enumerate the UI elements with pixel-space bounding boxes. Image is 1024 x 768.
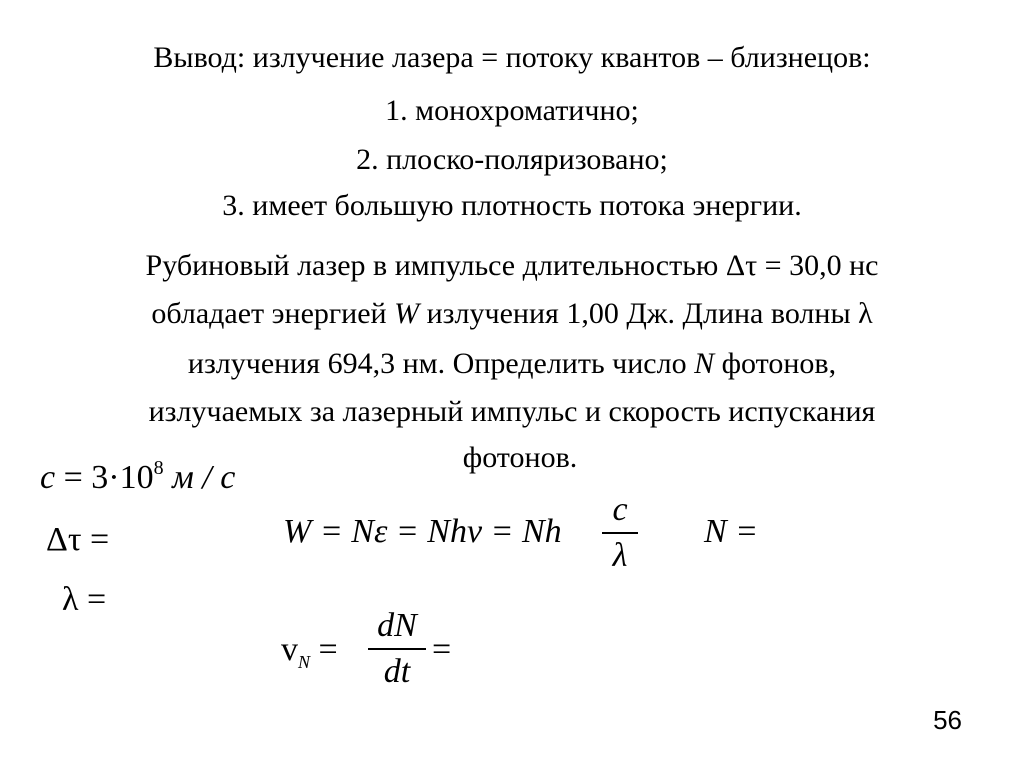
formula-rate-equals: = bbox=[310, 631, 338, 668]
conclusion-line-2: 1. монохроматично; bbox=[385, 94, 639, 127]
problem-line-2 bbox=[0, 296, 1024, 332]
fraction-bar bbox=[368, 648, 426, 650]
formula-rate-numerator: dN bbox=[377, 607, 417, 644]
problem-var-N: N bbox=[694, 347, 715, 380]
formula-N: N = bbox=[704, 513, 759, 550]
fraction-bar bbox=[602, 532, 638, 534]
formula-c-value: = 3·10 bbox=[55, 459, 154, 496]
problem-line-2-b: излучения 1,00 Дж. Длина волны λ bbox=[419, 297, 873, 330]
problem-line-4: излучаемых за лазерный импульс и скорость испускания bbox=[148, 395, 876, 428]
formula-energy: W = Nε = Nhν = Nh bbox=[283, 513, 562, 550]
formula-c-unit: м / с bbox=[163, 459, 236, 496]
formula-energy-numerator: c bbox=[612, 491, 628, 528]
problem-line-5: фотонов. bbox=[462, 441, 578, 474]
formula-rate-subscript: N bbox=[298, 652, 311, 672]
formula-c-exponent: 8 bbox=[153, 457, 164, 479]
problem-line-3-a: излучения 694,3 нм. Определить число bbox=[187, 347, 695, 380]
formula-rate-v: v bbox=[281, 631, 298, 668]
formula-rate-denominator: dt bbox=[383, 653, 411, 690]
problem-line-3-b: фотонов, bbox=[714, 347, 837, 380]
page-number: 56 bbox=[933, 705, 962, 735]
problem-line-1: Рубиновый лазер в импульсе длительностью Δτ = 30,0 нс bbox=[145, 249, 879, 282]
problem-var-W: W bbox=[394, 297, 420, 330]
conclusion-line-3: 2. плоско-поляризовано; bbox=[356, 143, 668, 176]
formula-energy-fraction bbox=[602, 490, 638, 576]
problem-line-3 bbox=[0, 346, 1024, 382]
conclusion-line-1: Вывод: излучение лазера = потоку квантов – близнецов: bbox=[153, 41, 871, 74]
formula-c-symbol: c bbox=[40, 459, 56, 496]
conclusion-line-4: 3. имеет большую плотность потока энергии. bbox=[222, 189, 802, 222]
formula-lambda: λ = bbox=[62, 581, 107, 618]
formula-rate-tail: = bbox=[432, 631, 452, 668]
formula-speed-of-light bbox=[40, 458, 235, 498]
formula-rate-fraction bbox=[368, 606, 426, 692]
formula-energy-denominator: λ bbox=[612, 537, 628, 574]
formula-delta-tau: Δτ = bbox=[46, 521, 110, 558]
problem-line-2-a: обладает энергией bbox=[151, 297, 395, 330]
formula-rate bbox=[281, 630, 338, 670]
